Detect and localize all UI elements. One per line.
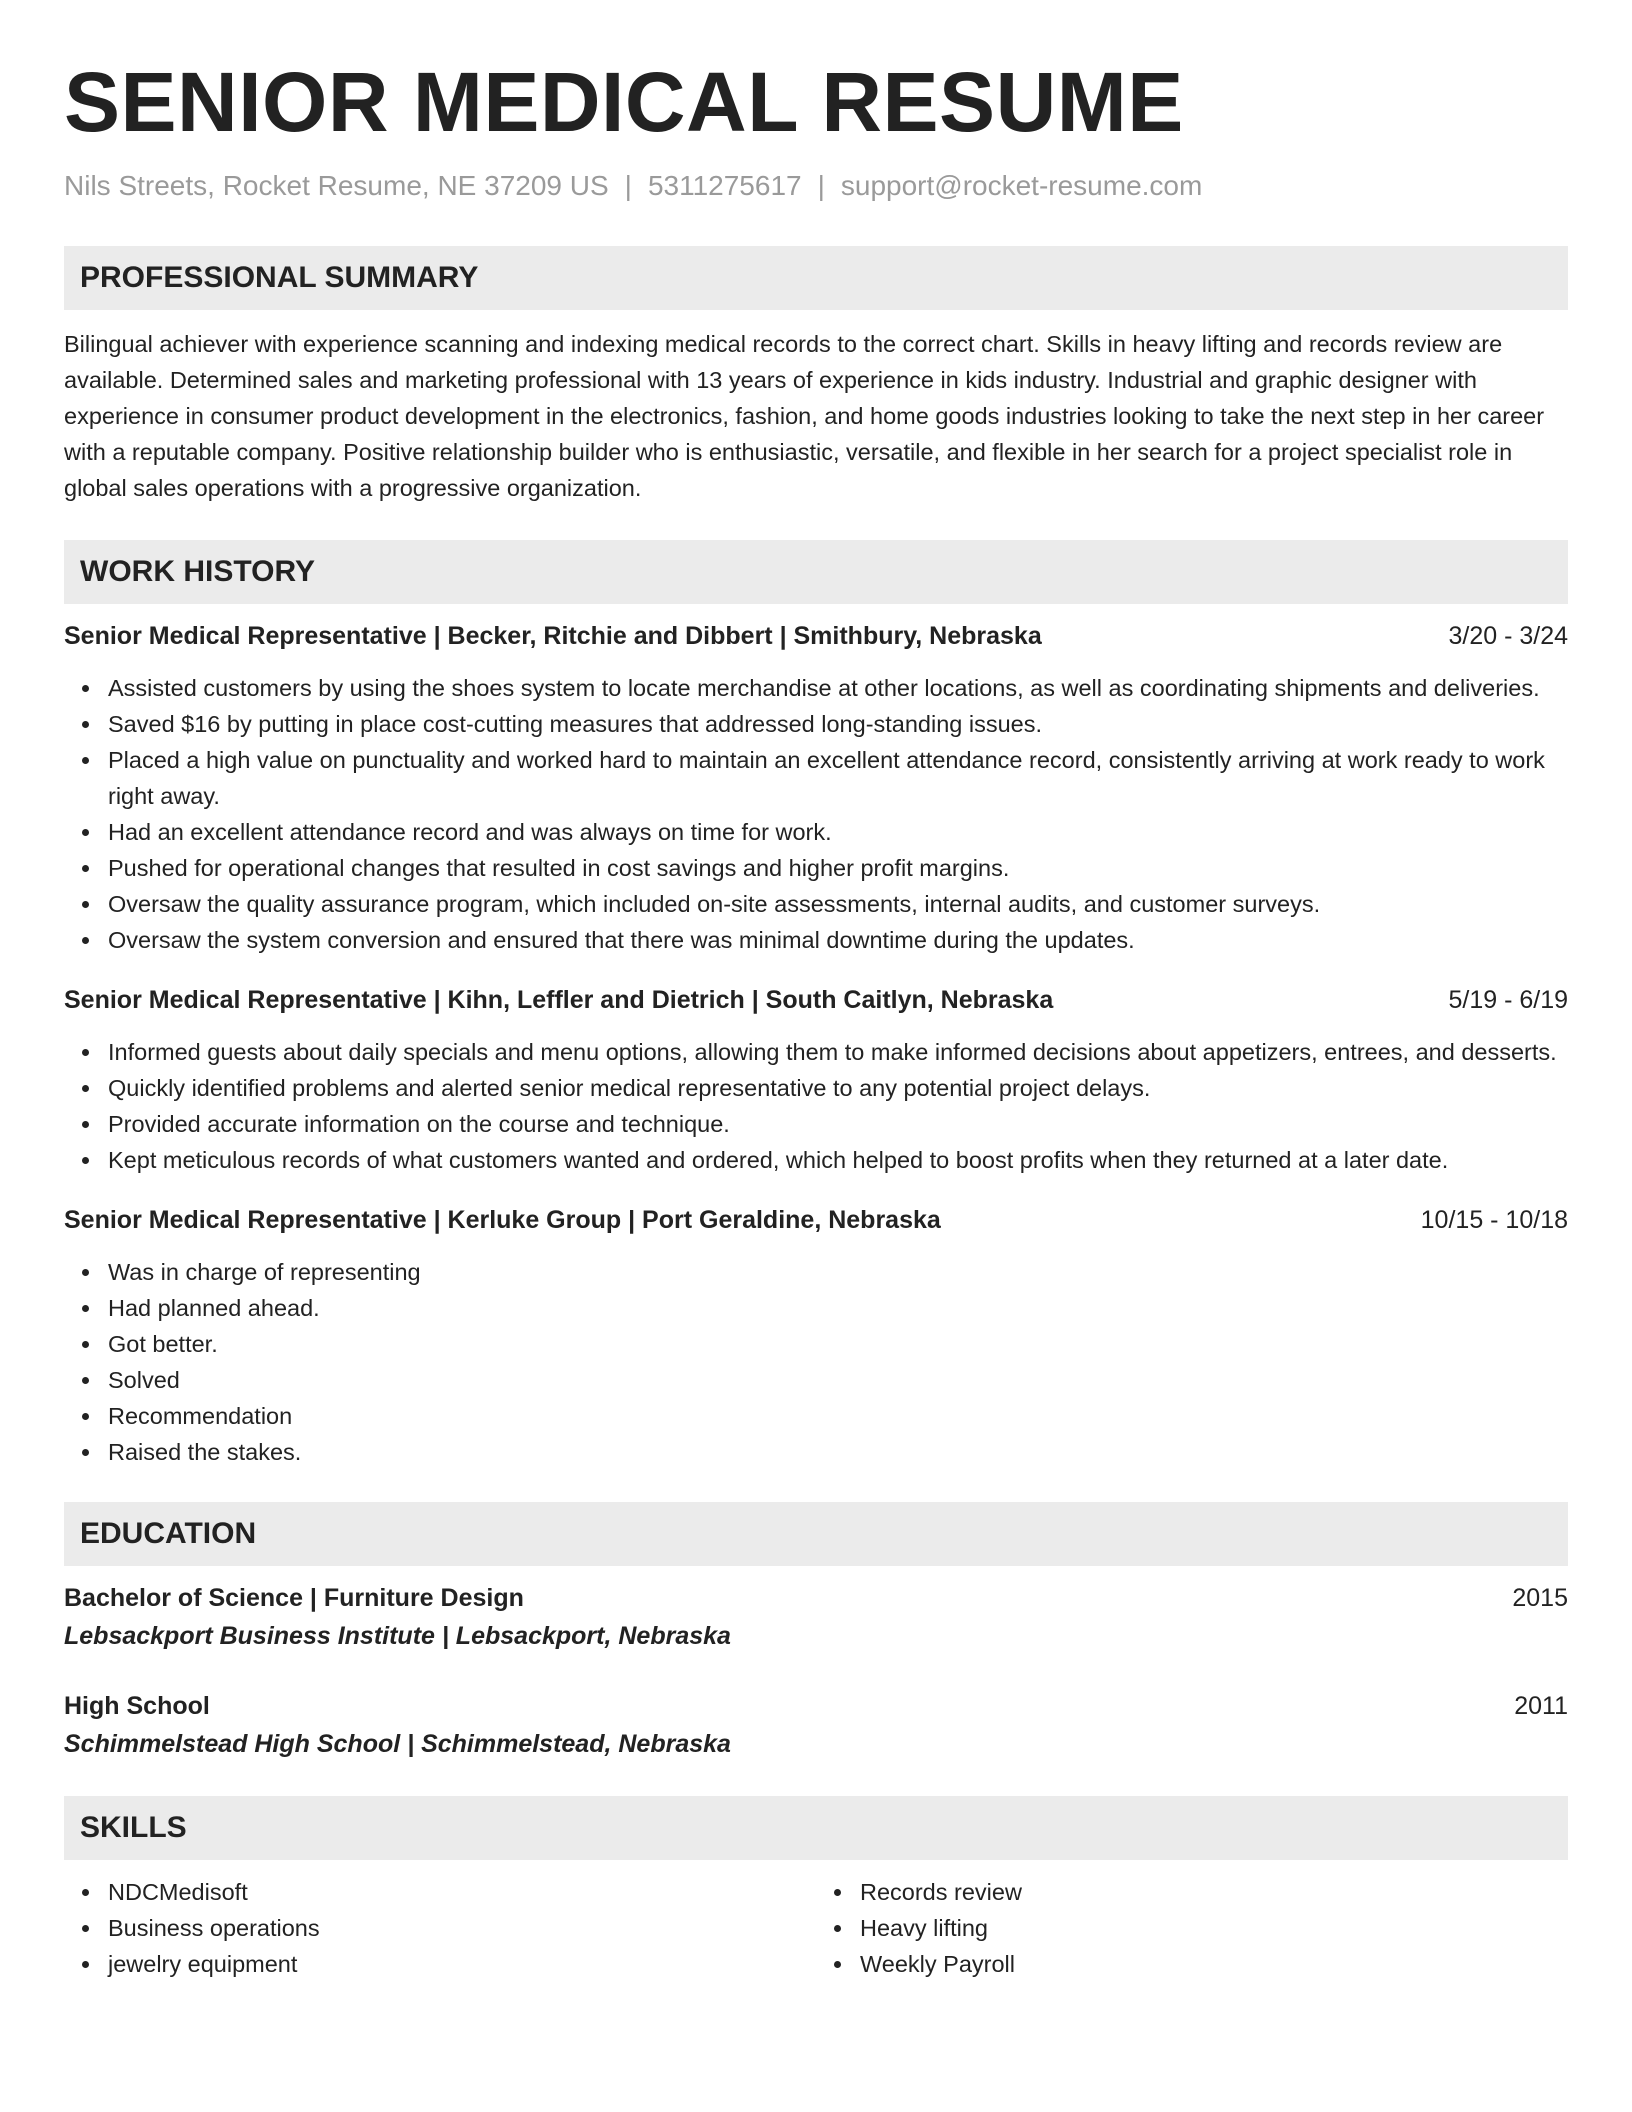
education-header	[64, 1580, 1568, 1616]
job-dates: 3/20 - 3/24	[1448, 622, 1568, 650]
summary-text: Bilingual achiever with experience scanning and indexing medical records to the correct chart. Skills in heavy lifting and records review are available. Determined sales and marketing professional with 13 years of experience in kids industry. Industrial and graphic designer with experience in consumer product development in the electronics, fashion, and home goods industries looking to take the next step in her career with a reputable company. Positive relationship builder who is enthusiastic, versatile, and flexible in her search for a project specialist role in global sales operations with a progressive organization.	[64, 331, 1545, 501]
contact-line	[64, 166, 1568, 206]
job-bullet: Oversaw the quality assurance program, which included on-site assessments, internal audits, and customer surveys.	[108, 886, 1568, 922]
job-bullet: Assisted customers by using the shoes system to locate merchandise at other locations, as well as coordinating shipments and deliveries.	[108, 670, 1568, 706]
job-bullet: Was in charge of representing	[108, 1254, 1568, 1290]
contact-address: Nils Streets, Rocket Resume, NE 37209 US	[64, 170, 609, 201]
job-bullets	[64, 1034, 1568, 1178]
job-bullet: Informed guests about daily specials and menu options, allowing them to make informed decisions about appetizers, entrees, and desserts.	[108, 1034, 1568, 1070]
job-bullets	[64, 670, 1568, 958]
contact-email: support@rocket-resume.com	[840, 170, 1203, 201]
job-dates: 10/15 - 10/18	[1420, 1206, 1568, 1234]
education-degree: High School	[64, 1692, 210, 1720]
skill-item: Business operations	[108, 1910, 816, 1946]
skill-item: jewelry equipment	[108, 1946, 816, 1982]
skill-item: Heavy lifting	[860, 1910, 1568, 1946]
job-header	[64, 618, 1568, 654]
resume-name: SENIOR MEDICAL RESUME	[64, 55, 1184, 149]
job-bullet: Kept meticulous records of what customers wanted and ordered, which helped to boost profits when they returned at a later date.	[108, 1142, 1568, 1178]
job-title: Senior Medical Representative | Becker, Ritchie and Dibbert | Smithbury, Nebraska	[64, 622, 1042, 650]
job-bullet: Quickly identified problems and alerted senior medical representative to any potential project delays.	[108, 1070, 1568, 1106]
job-header	[64, 982, 1568, 1018]
education-year: 2011	[1514, 1692, 1568, 1720]
job-bullet: Solved	[108, 1362, 1568, 1398]
skills-list-right	[816, 1874, 1568, 1982]
education-year: 2015	[1512, 1584, 1568, 1612]
skill-item: Weekly Payroll	[860, 1946, 1568, 1982]
education-school: Lebsackport Business Institute | Lebsackport, Nebraska	[64, 1622, 731, 1650]
job-title: Senior Medical Representative | Kerluke Group | Port Geraldine, Nebraska	[64, 1206, 941, 1234]
skills-columns	[64, 1860, 1568, 1982]
job-bullet: Had planned ahead.	[108, 1290, 1568, 1326]
skills-list-left	[64, 1874, 816, 1982]
education-header	[64, 1688, 1568, 1724]
job-bullet: Saved $16 by putting in place cost-cutting measures that addressed long-standing issues.	[108, 706, 1568, 742]
job-bullet: Raised the stakes.	[108, 1434, 1568, 1470]
job-dates: 5/19 - 6/19	[1448, 986, 1568, 1014]
job-title: Senior Medical Representative | Kihn, Leffler and Dietrich | South Caitlyn, Nebraska	[64, 986, 1054, 1014]
summary-heading: PROFESSIONAL SUMMARY	[64, 246, 1568, 310]
skills-heading: SKILLS	[64, 1796, 1568, 1860]
job-bullet: Got better.	[108, 1326, 1568, 1362]
job-bullet: Placed a high value on punctuality and worked hard to maintain an excellent attendance record, consistently arriving at work ready to work right away.	[108, 742, 1568, 814]
job-bullets	[64, 1254, 1568, 1470]
skill-item: NDCMedisoft	[108, 1874, 816, 1910]
job-bullet: Recommendation	[108, 1398, 1568, 1434]
contact-separator: |	[624, 170, 632, 201]
contact-separator: |	[817, 170, 825, 201]
education-heading: EDUCATION	[64, 1502, 1568, 1566]
education-degree: Bachelor of Science | Furniture Design	[64, 1584, 524, 1612]
job-bullet: Oversaw the system conversion and ensured that there was minimal downtime during the updates.	[108, 922, 1568, 958]
job-header	[64, 1202, 1568, 1238]
job-bullet: Provided accurate information on the course and technique.	[108, 1106, 1568, 1142]
job-bullet: Had an excellent attendance record and was always on time for work.	[108, 814, 1568, 850]
contact-phone: 5311275617	[647, 170, 802, 201]
education-school: Schimmelstead High School | Schimmelstead, Nebraska	[64, 1730, 731, 1758]
work-history-heading: WORK HISTORY	[64, 540, 1568, 604]
skill-item: Records review	[860, 1874, 1568, 1910]
job-bullet: Pushed for operational changes that resulted in cost savings and higher profit margins.	[108, 850, 1568, 886]
